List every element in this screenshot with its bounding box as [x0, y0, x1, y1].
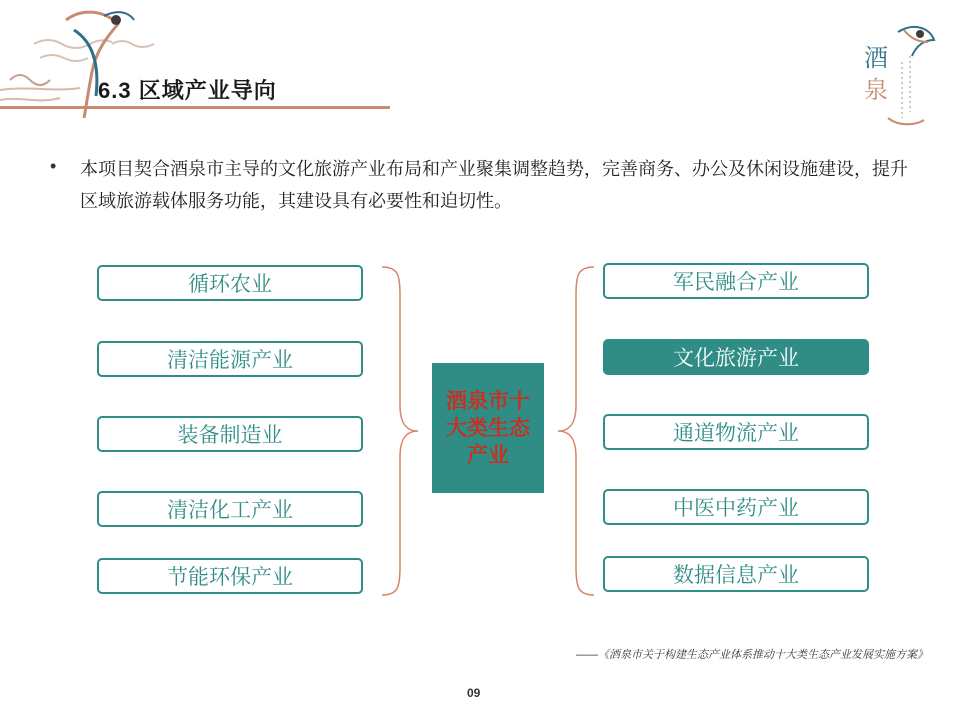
left-industry-box-1: 循环农业 — [97, 265, 363, 301]
right-industry-box-2-highlighted: 文化旅游产业 — [603, 339, 869, 375]
title-underline — [0, 106, 390, 109]
page-title: 6.3 区域产业导向 — [98, 78, 277, 103]
bullet-icon: • — [50, 156, 57, 176]
logo-char-jiu: 酒 — [864, 44, 888, 72]
right-industry-box-5: 数据信息产业 — [603, 556, 869, 592]
left-brace-icon — [380, 265, 420, 597]
left-industry-box-3: 装备制造业 — [97, 416, 363, 452]
left-industry-box-5: 节能环保产业 — [97, 558, 363, 594]
logo-char-quan: 泉 — [864, 76, 888, 104]
left-industry-box-4: 清洁化工产业 — [97, 491, 363, 527]
right-industry-box-4: 中医中药产业 — [603, 489, 869, 525]
center-label-box: 酒泉市十大类生态产业 — [432, 363, 544, 493]
page-number: 09 — [467, 686, 481, 700]
jiuquan-logo-icon — [858, 22, 938, 132]
left-industry-box-2: 清洁能源产业 — [97, 341, 363, 377]
right-brace-icon — [556, 265, 596, 597]
intro-paragraph: 本项目契合酒泉市主导的文化旅游产业布局和产业聚集调整趋势，完善商务、办公及休闲设施建设，提升区域旅游载体服务功能，其建设具有必要性和迫切性。 — [80, 159, 908, 211]
right-industry-box-1: 军民融合产业 — [603, 263, 869, 299]
right-industry-box-3: 通道物流产业 — [603, 414, 869, 450]
source-citation: ——《酒泉市关于构建生态产业体系推动十大类生态产业发展实施方案》 — [576, 649, 928, 661]
apsara-decoration-icon — [0, 0, 180, 130]
